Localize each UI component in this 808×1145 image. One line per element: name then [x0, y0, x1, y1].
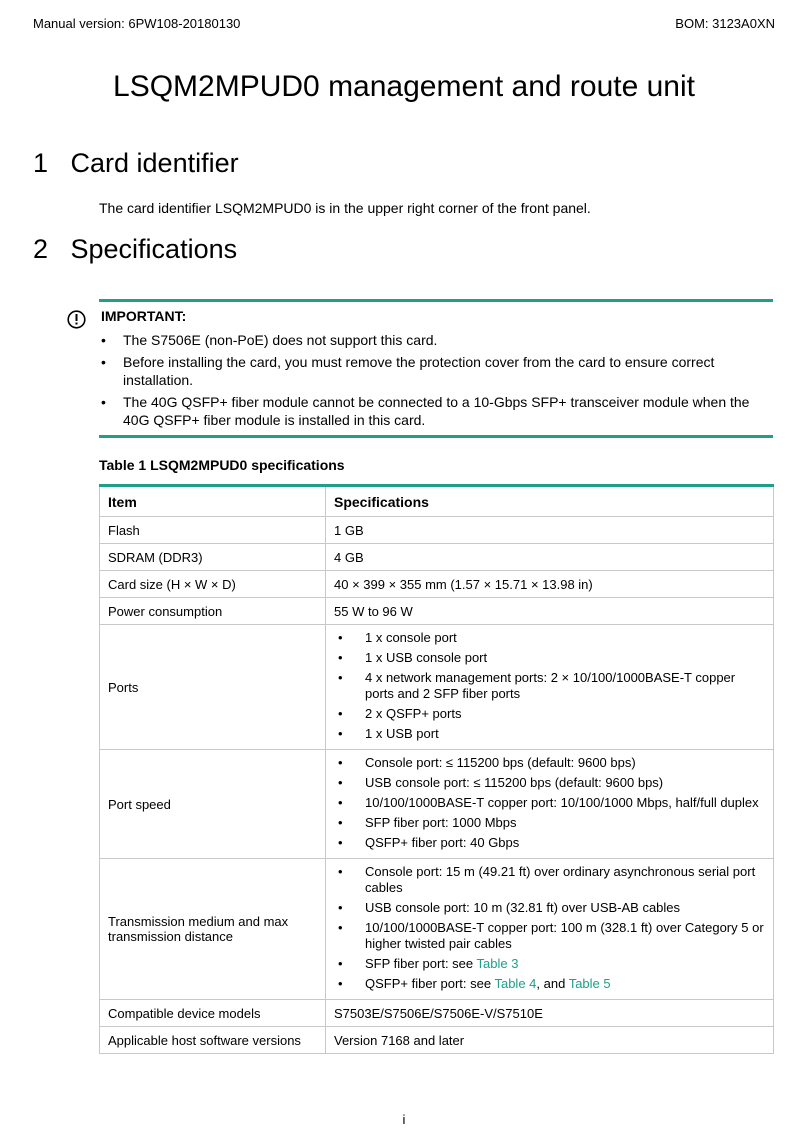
table-row: [100, 1000, 774, 1027]
important-item-text: The S7506E (non-PoE) does not support this card.: [123, 332, 438, 348]
table-row: [100, 859, 774, 1000]
list-item: [334, 726, 765, 742]
row-value: [326, 750, 774, 859]
row-value: S7503E/S7506E/S7506E-V/S7510E: [326, 1000, 774, 1027]
section-2-heading: [33, 234, 237, 265]
table-row: [100, 517, 774, 544]
list-item-text: 10/100/1000BASE-T copper port: 10/100/1000 Mbps, half/full duplex: [365, 795, 759, 810]
bullet: •: [101, 332, 106, 348]
row-item: Ports: [100, 625, 326, 750]
table-row: [100, 571, 774, 598]
bullet: •: [338, 795, 343, 810]
important-bottom-rule: [99, 435, 773, 438]
bullet: •: [338, 755, 343, 770]
bullet: •: [338, 650, 343, 665]
list-item-text: 4 x network management ports: 2 × 10/100/1000BASE-T copper ports and 2 SFP fiber ports: [365, 670, 736, 701]
bullet: •: [338, 815, 343, 830]
table-header-row: [100, 486, 774, 517]
table-row: [100, 625, 774, 750]
important-item: [99, 331, 775, 349]
important-item-text: The 40G QSFP+ fiber module cannot be connected to a 10-Gbps SFP+ transceiver module when the 40G QSFP+ fiber module is installed in this card.: [123, 394, 750, 428]
list-item: [334, 920, 765, 952]
bullet: •: [338, 976, 343, 991]
list-item: [334, 775, 765, 791]
list-item: [334, 795, 765, 811]
list-item-text: 10/100/1000BASE-T copper port: 100 m (328.1 ft) over Category 5 or higher twisted pair cables: [365, 920, 764, 951]
row-item: SDRAM (DDR3): [100, 544, 326, 571]
row-item: Power consumption: [100, 598, 326, 625]
bullet: •: [101, 394, 106, 410]
row-item: Transmission medium and max transmission distance: [100, 859, 326, 1000]
important-list: [99, 331, 775, 433]
table-row: [100, 598, 774, 625]
list-item-text: USB console port: 10 m (32.81 ft) over USB-AB cables: [365, 900, 681, 915]
list-item-text: SFP fiber port: see: [365, 956, 477, 971]
bom-number: BOM: 3123A0XN: [675, 16, 775, 31]
list-item: [334, 650, 765, 666]
list-item-text: 1 x USB port: [365, 726, 439, 741]
column-header-item: Item: [100, 486, 326, 517]
table-row: [100, 544, 774, 571]
transmission-list: [334, 859, 765, 999]
row-item: Compatible device models: [100, 1000, 326, 1027]
row-item: Applicable host software versions: [100, 1027, 326, 1054]
row-value: [326, 859, 774, 1000]
table-row: [100, 750, 774, 859]
port-speed-list: [334, 750, 765, 858]
important-title: IMPORTANT:: [101, 308, 187, 324]
ports-list: [334, 625, 765, 749]
card-identifier-paragraph: The card identifier LSQM2MPUD0 is in the upper right corner of the front panel.: [99, 200, 591, 216]
section-1-title: Card identifier: [70, 148, 239, 178]
section-2-title: Specifications: [70, 234, 238, 264]
table-4-link[interactable]: Table 4: [494, 976, 537, 991]
row-value: Version 7168 and later: [326, 1027, 774, 1054]
bullet: •: [338, 900, 343, 915]
table-caption: Table 1 LSQM2MPUD0 specifications: [99, 457, 345, 473]
list-item: [334, 835, 765, 851]
bullet: •: [338, 920, 343, 935]
row-value: 1 GB: [326, 517, 774, 544]
bullet: •: [338, 956, 343, 971]
bullet: •: [338, 706, 343, 721]
important-item: [99, 393, 775, 429]
exclamation-circle-icon: [67, 310, 86, 329]
list-item: [334, 706, 765, 722]
section-2-number: 2: [33, 234, 49, 264]
row-value: 55 W to 96 W: [326, 598, 774, 625]
bullet: •: [101, 354, 106, 370]
row-item: Port speed: [100, 750, 326, 859]
important-item: [99, 353, 775, 389]
important-item-text: Before installing the card, you must remove the protection cover from the card to ensure correct installation.: [123, 354, 715, 388]
row-value: [326, 625, 774, 750]
list-item: [334, 864, 765, 896]
list-item-separator: , and: [536, 976, 569, 991]
list-item-text: 1 x console port: [365, 630, 457, 645]
list-item-text: Console port: ≤ 115200 bps (default: 9600 bps): [365, 755, 636, 770]
bullet: •: [338, 835, 343, 850]
row-value: 40 × 399 × 355 mm (1.57 × 15.71 × 13.98 in): [326, 571, 774, 598]
table-3-link[interactable]: Table 3: [476, 956, 519, 971]
bullet: •: [338, 630, 343, 645]
bullet: •: [338, 864, 343, 879]
list-item-text: USB console port: ≤ 115200 bps (default: 9600 bps): [365, 775, 664, 790]
list-item: [334, 755, 765, 771]
list-item-text: 2 x QSFP+ ports: [365, 706, 462, 721]
list-item: [334, 670, 765, 702]
page-title: LSQM2MPUD0 management and route unit: [113, 70, 695, 103]
page-number: i: [402, 1112, 406, 1127]
list-item: [334, 815, 765, 831]
manual-version: Manual version: 6PW108-20180130: [33, 16, 241, 31]
row-value: 4 GB: [326, 544, 774, 571]
list-item-text: Console port: 15 m (49.21 ft) over ordinary asynchronous serial port cables: [365, 864, 756, 895]
list-item: [334, 630, 765, 646]
bullet: •: [338, 670, 343, 685]
list-item-text: SFP fiber port: 1000 Mbps: [365, 815, 517, 830]
column-header-specifications: Specifications: [326, 486, 774, 517]
bullet: •: [338, 726, 343, 741]
list-item: [334, 956, 765, 972]
row-item: Card size (H × W × D): [100, 571, 326, 598]
list-item: [334, 976, 765, 992]
list-item: [334, 900, 765, 916]
list-item-text: 1 x USB console port: [365, 650, 488, 665]
bullet: •: [338, 775, 343, 790]
section-1-heading: [33, 148, 239, 179]
table-row: [100, 1027, 774, 1054]
table-5-link[interactable]: Table 5: [568, 976, 611, 991]
section-1-number: 1: [33, 148, 49, 178]
list-item-text: QSFP+ fiber port: 40 Gbps: [365, 835, 520, 850]
row-item: Flash: [100, 517, 326, 544]
specifications-table: [99, 484, 774, 1054]
list-item-text: QSFP+ fiber port: see: [365, 976, 495, 991]
important-top-rule: [99, 299, 773, 302]
